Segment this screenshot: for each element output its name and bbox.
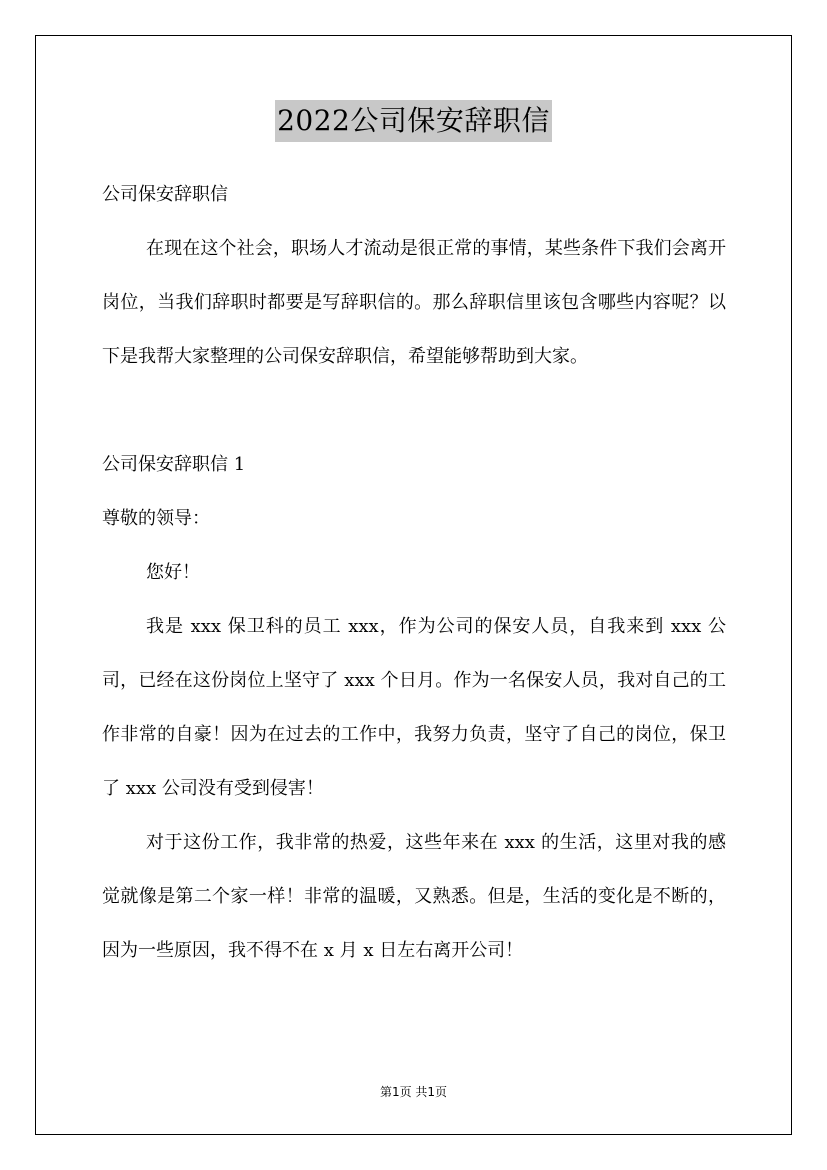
greeting: 您好！ (146, 562, 200, 583)
document-body (102, 168, 726, 978)
body-paragraph-1: 我是 xxx 保卫科的员工 xxx，作为公司的保安人员，自我来到 xxx 公司，已经在这份岗位上坚守了 xxx 个日月。作为一名保安人员，我对自己的工作非常的自豪！因为在过去的工作中，我努力负责，坚守了自己的岗位，保卫了 xxx 公司没有受到侵害！ (102, 616, 726, 799)
page-footer: 第1页 共1页 (379, 1085, 448, 1099)
document-subtitle: 公司保安辞职信 (102, 184, 228, 205)
title-container (0, 100, 827, 142)
document-title: 2022公司保安辞职信 (275, 100, 552, 142)
section-heading: 公司保安辞职信 1 (102, 454, 246, 475)
spacer (102, 384, 726, 438)
body-paragraph-2: 对于这份工作，我非常的热爱，这些年来在 xxx 的生活，这里对我的感觉就像是第二个家一样！非常的温暖，又熟悉。但是，生活的变化是不断的，因为一些原因，我不得不在 x 月 x 日左右离开公司！ (102, 832, 726, 961)
intro-paragraph: 在现在这个社会，职场人才流动是很正常的事情，某些条件下我们会离开岗位，当我们辞职时都要是写辞职信的。那么辞职信里该包含哪些内容呢？以下是我帮大家整理的公司保安辞职信，希望能够帮助到大家。 (102, 238, 726, 367)
salutation: 尊敬的领导： (102, 508, 210, 529)
